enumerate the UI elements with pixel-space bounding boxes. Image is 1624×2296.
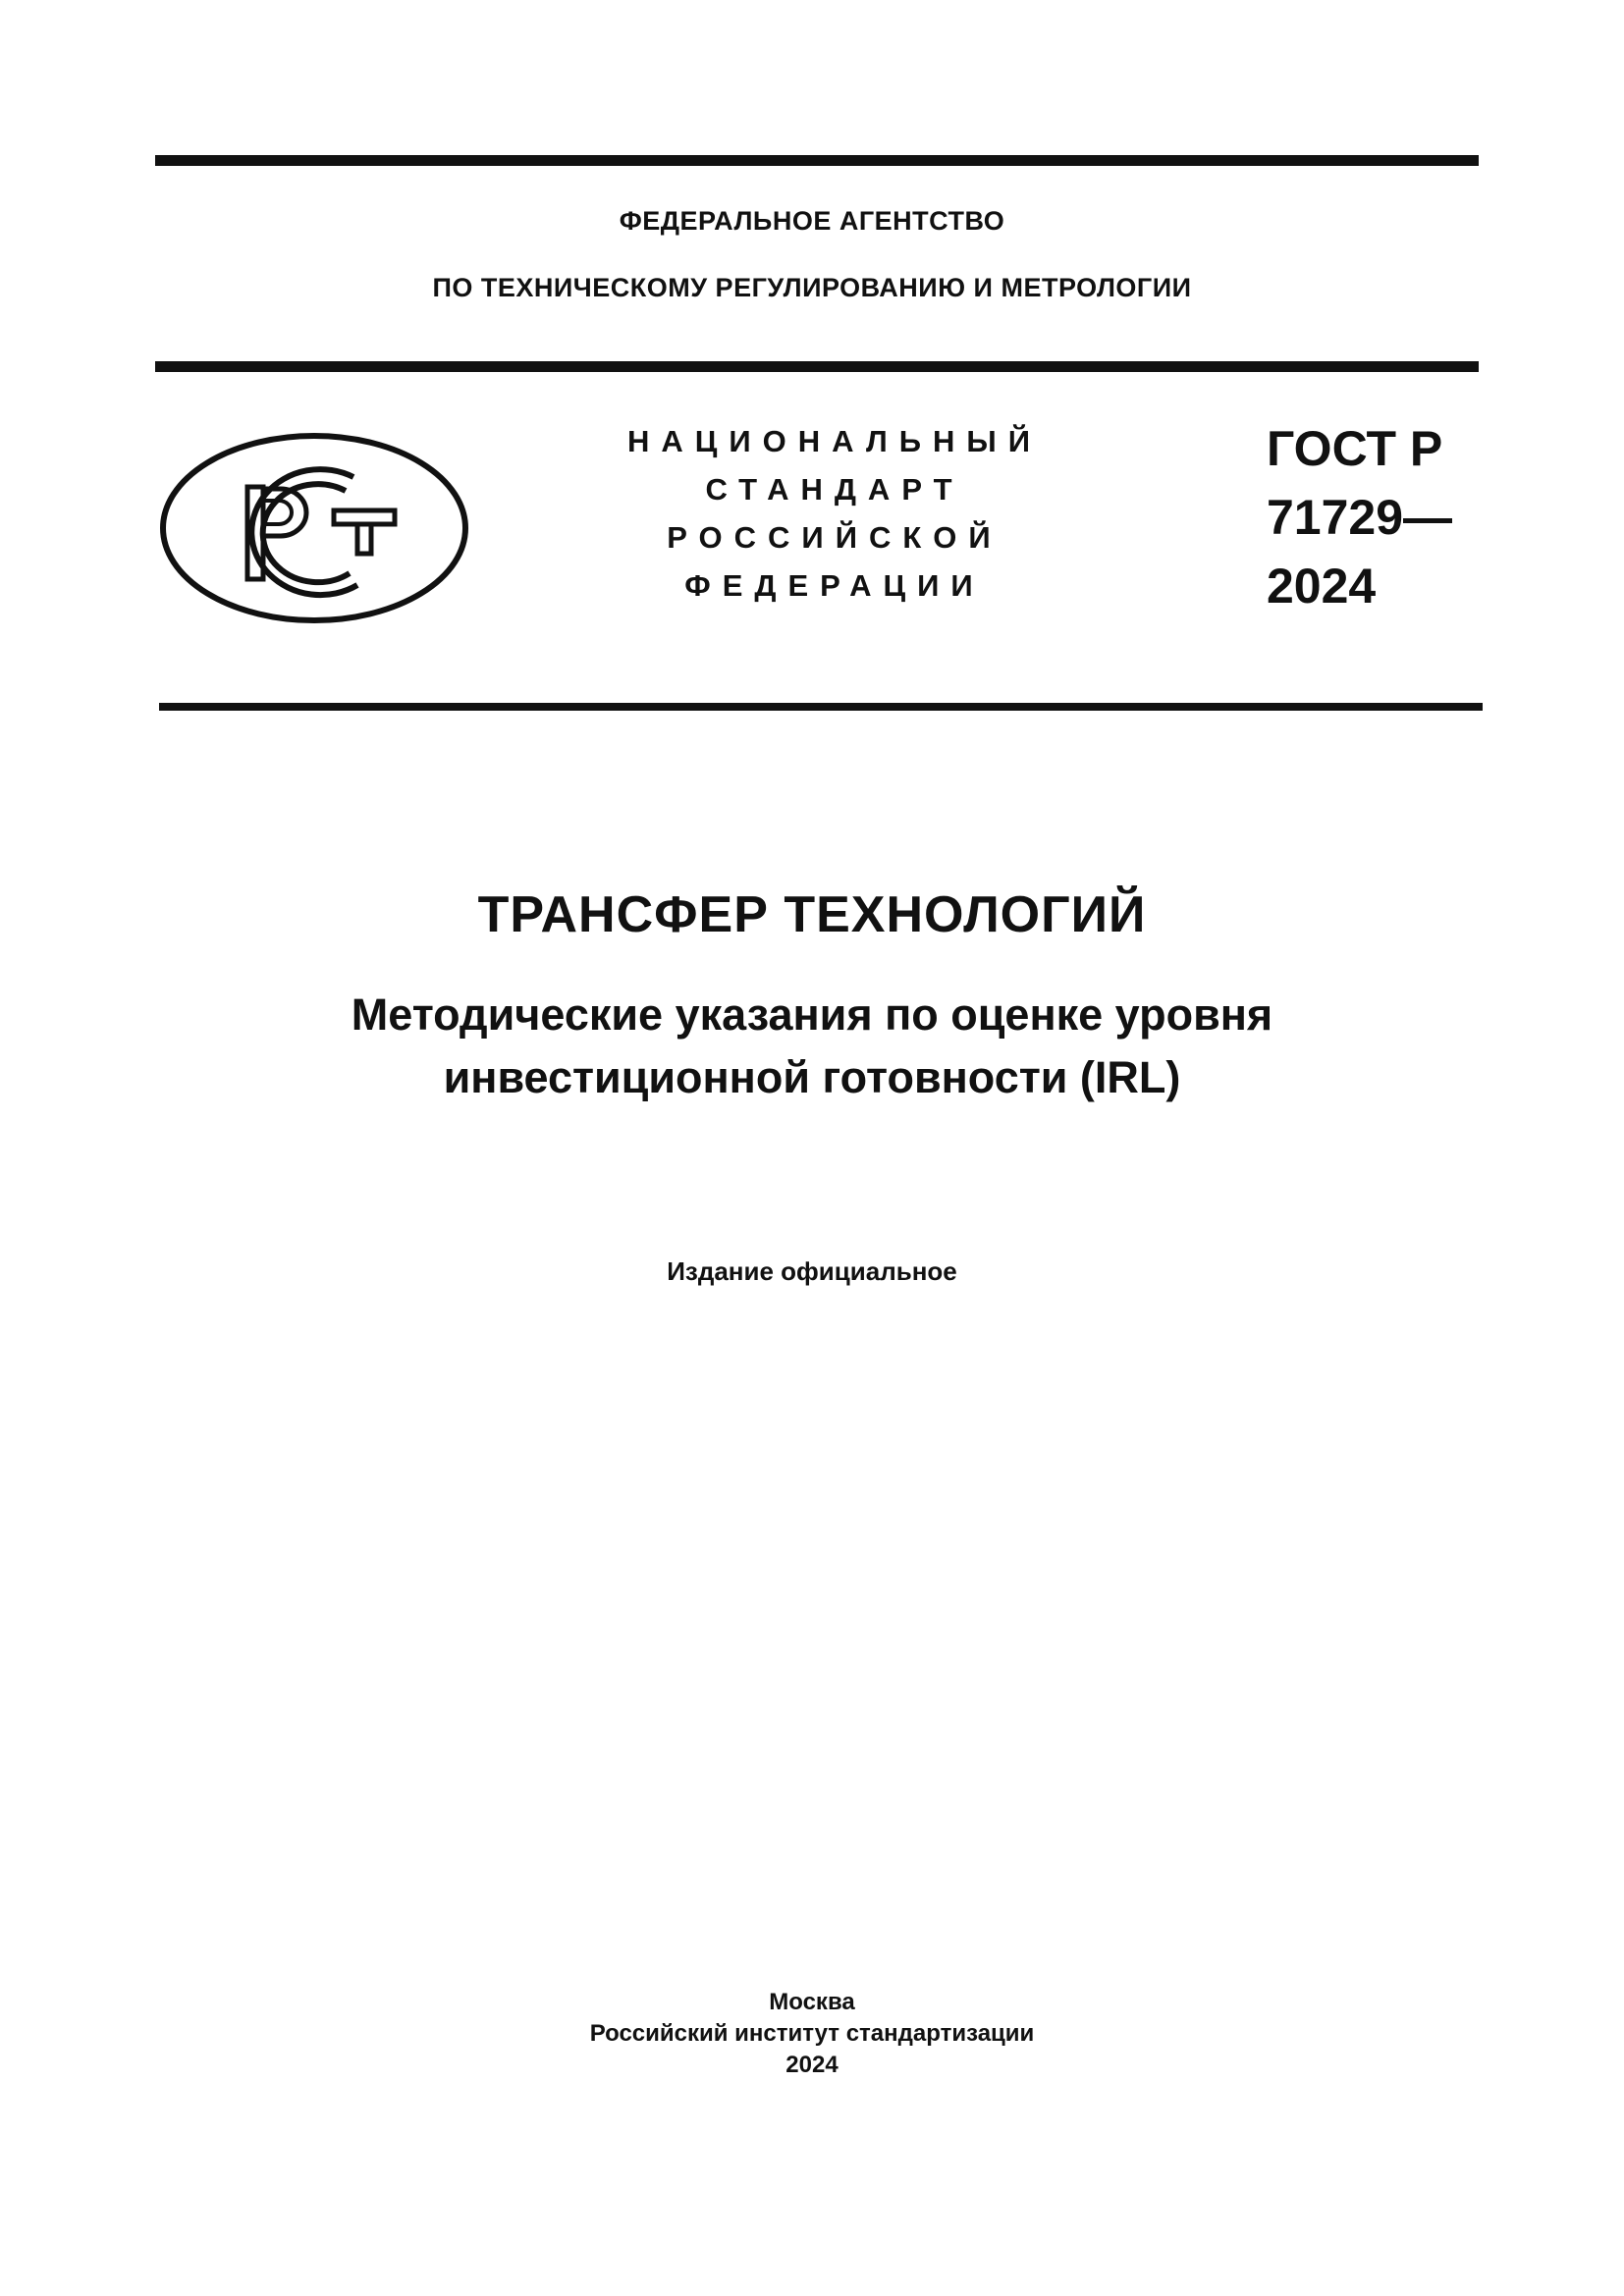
standard-designation-line-3: 2024 xyxy=(1267,559,1377,614)
imprint-publisher: Российский институт стандартизации xyxy=(589,2020,1035,2047)
bottom-rule xyxy=(159,703,1483,711)
national-standard-line-1: НАЦИОНАЛЬНЫЙ xyxy=(626,424,1043,458)
national-standard-line-2: СТАНДАРТ xyxy=(705,472,964,507)
rst-certification-mark-icon xyxy=(157,430,471,626)
document-subtitle-line-2: инвестиционной готовности (IRL) xyxy=(443,1052,1181,1102)
imprint-city: Москва xyxy=(769,1989,855,2015)
document-subtitle-line-1: Методические указания по оценке уровня xyxy=(351,989,1273,1040)
document-title: ТРАНСФЕР ТЕХНОЛОГИЙ xyxy=(477,886,1147,943)
imprint-year: 2024 xyxy=(785,2052,839,2078)
top-rule xyxy=(155,155,1479,166)
agency-name-line-2: ПО ТЕХНИЧЕСКОМУ РЕГУЛИРОВАНИЮ И МЕТРОЛОГИИ xyxy=(432,273,1192,302)
edition-label: Издание официальное xyxy=(667,1256,957,1286)
middle-rule xyxy=(155,361,1479,372)
standard-designation-line-1: ГОСТ Р xyxy=(1267,421,1443,476)
national-standard-line-3: РОССИЙСКОЙ xyxy=(667,520,1002,555)
national-standard-line-4: ФЕДЕРАЦИИ xyxy=(684,568,985,603)
standard-designation-line-2: 71729— xyxy=(1267,490,1453,545)
agency-name-line-1: ФЕДЕРАЛЬНОЕ АГЕНТСТВО xyxy=(619,206,1005,236)
